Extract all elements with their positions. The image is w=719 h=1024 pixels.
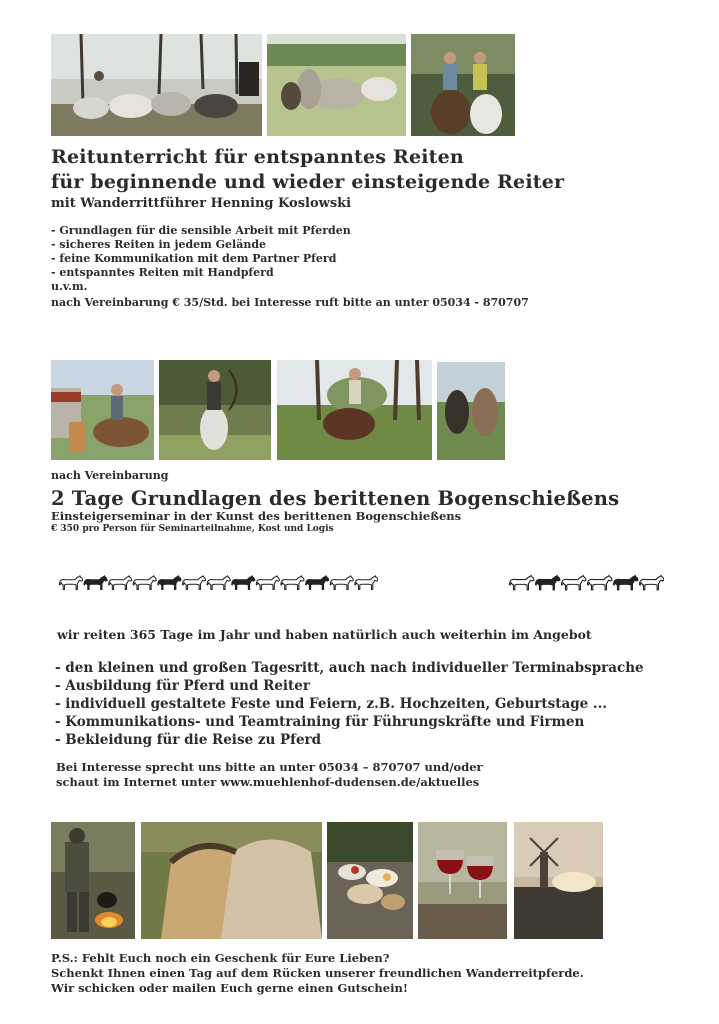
horses-meadow-photo xyxy=(267,34,406,136)
list-item: - Kommunikations- und Teamtraining für Führungskräfte und Firmen xyxy=(55,714,585,730)
archery-title: 2 Tage Grundlagen des berittenen Bogenschießens xyxy=(51,487,620,510)
archer-rider-photo-2 xyxy=(159,360,271,460)
horse-silhouette-icon xyxy=(509,575,534,589)
horse-silhouette-icon xyxy=(305,576,328,590)
course-price-line: nach Vereinbarung € 35/Std. bei Interesse ruft bitte an unter 05034 - 870707 xyxy=(51,296,529,309)
ps-block xyxy=(51,951,584,996)
contact-line: Bei Interesse sprecht uns bitte an unter 05034 – 870707 und/oder xyxy=(56,760,483,774)
horse-silhouette-icon xyxy=(207,576,230,590)
list-item: - entspanntes Reiten mit Handpferd xyxy=(51,266,274,279)
horse-silhouette-icon xyxy=(182,576,205,590)
campfire-cook-photo xyxy=(51,822,135,939)
arrangement-text: nach Vereinbarung xyxy=(51,469,169,482)
horse-silhouette-icon xyxy=(84,576,107,590)
horse-silhouette-icon xyxy=(535,575,560,589)
horse-silhouette-icon xyxy=(613,575,638,589)
horse-silhouette-icon xyxy=(355,576,378,590)
horse-silhouette-icon xyxy=(133,576,156,590)
horse-silhouettes-right xyxy=(508,571,664,595)
horse-silhouette-icon xyxy=(561,575,586,589)
offers-list xyxy=(55,659,644,749)
horse-silhouette-icon xyxy=(639,575,664,589)
ps-line: Schenkt Ihnen einen Tag auf dem Rücken unserer freundlichen Wanderreitpferde. xyxy=(51,966,584,980)
horse-silhouette-icon xyxy=(256,576,279,590)
ps-line: Wir schicken oder mailen Euch gerne einen Gutschein! xyxy=(51,981,408,995)
list-item: - Bekleidung für die Reise zu Pferd xyxy=(55,732,322,748)
herd-photo xyxy=(51,34,262,136)
archer-rider-photo-3 xyxy=(277,360,432,460)
list-item: - Grundlagen für die sensible Arbeit mit Pferden xyxy=(51,224,351,237)
windmill-sunset-photo xyxy=(514,822,603,939)
etc-text: u.v.m. xyxy=(51,280,88,293)
offers-intro: wir reiten 365 Tage im Jahr und haben natürlich auch weiterhin im Angebot xyxy=(57,627,592,642)
picnic-table-photo xyxy=(327,822,413,939)
contact-block xyxy=(56,760,483,790)
horse-heads-photo xyxy=(141,822,322,939)
horse-silhouette-icon xyxy=(587,575,612,589)
course-title-line2: für beginnende und wieder einsteigende Reiter xyxy=(51,171,565,193)
archery-subtitle: Einsteigerseminar in der Kunst des berittenen Bogenschießens xyxy=(51,509,462,523)
horse-silhouette-icon xyxy=(108,576,131,590)
horse-silhouettes-left xyxy=(58,571,378,595)
wine-glasses-photo xyxy=(418,822,507,939)
archer-rider-photo-1 xyxy=(51,360,154,460)
list-item: - den kleinen und großen Tagesritt, auch nach individueller Terminabsprache xyxy=(55,660,644,676)
ps-line: P.S.: Fehlt Euch noch ein Geschenk für Eure Lieben? xyxy=(51,951,390,965)
course-bullet-list xyxy=(51,224,351,294)
list-item: - sicheres Reiten in jedem Gelände xyxy=(51,238,267,251)
horse-silhouette-icon xyxy=(59,576,82,590)
contact-line: schaut im Internet unter www.muehlenhof-dudensen.de/aktuelles xyxy=(56,775,480,789)
course-subtitle: mit Wanderrittführer Henning Koslowski xyxy=(51,196,352,211)
horse-silhouette-icon xyxy=(281,576,304,590)
list-item: - individuell gestaltete Feste und Feiern, z.B. Hochzeiten, Geburtstage ... xyxy=(55,696,608,712)
archery-price: € 350 pro Person für Seminarteilnahme, Kost und Logis xyxy=(51,524,334,534)
riding-duo-photo xyxy=(411,34,515,136)
horse-silhouette-icon xyxy=(330,576,353,590)
list-item: - feine Kommunikation mit dem Partner Pferd xyxy=(51,252,337,265)
horse-silhouette-icon xyxy=(232,576,255,590)
horse-silhouette-icon xyxy=(158,576,181,590)
course-title-line1: Reitunterricht für entspanntes Reiten xyxy=(51,146,464,168)
two-horses-photo xyxy=(437,362,505,460)
list-item: - Ausbildung für Pferd und Reiter xyxy=(55,678,310,694)
